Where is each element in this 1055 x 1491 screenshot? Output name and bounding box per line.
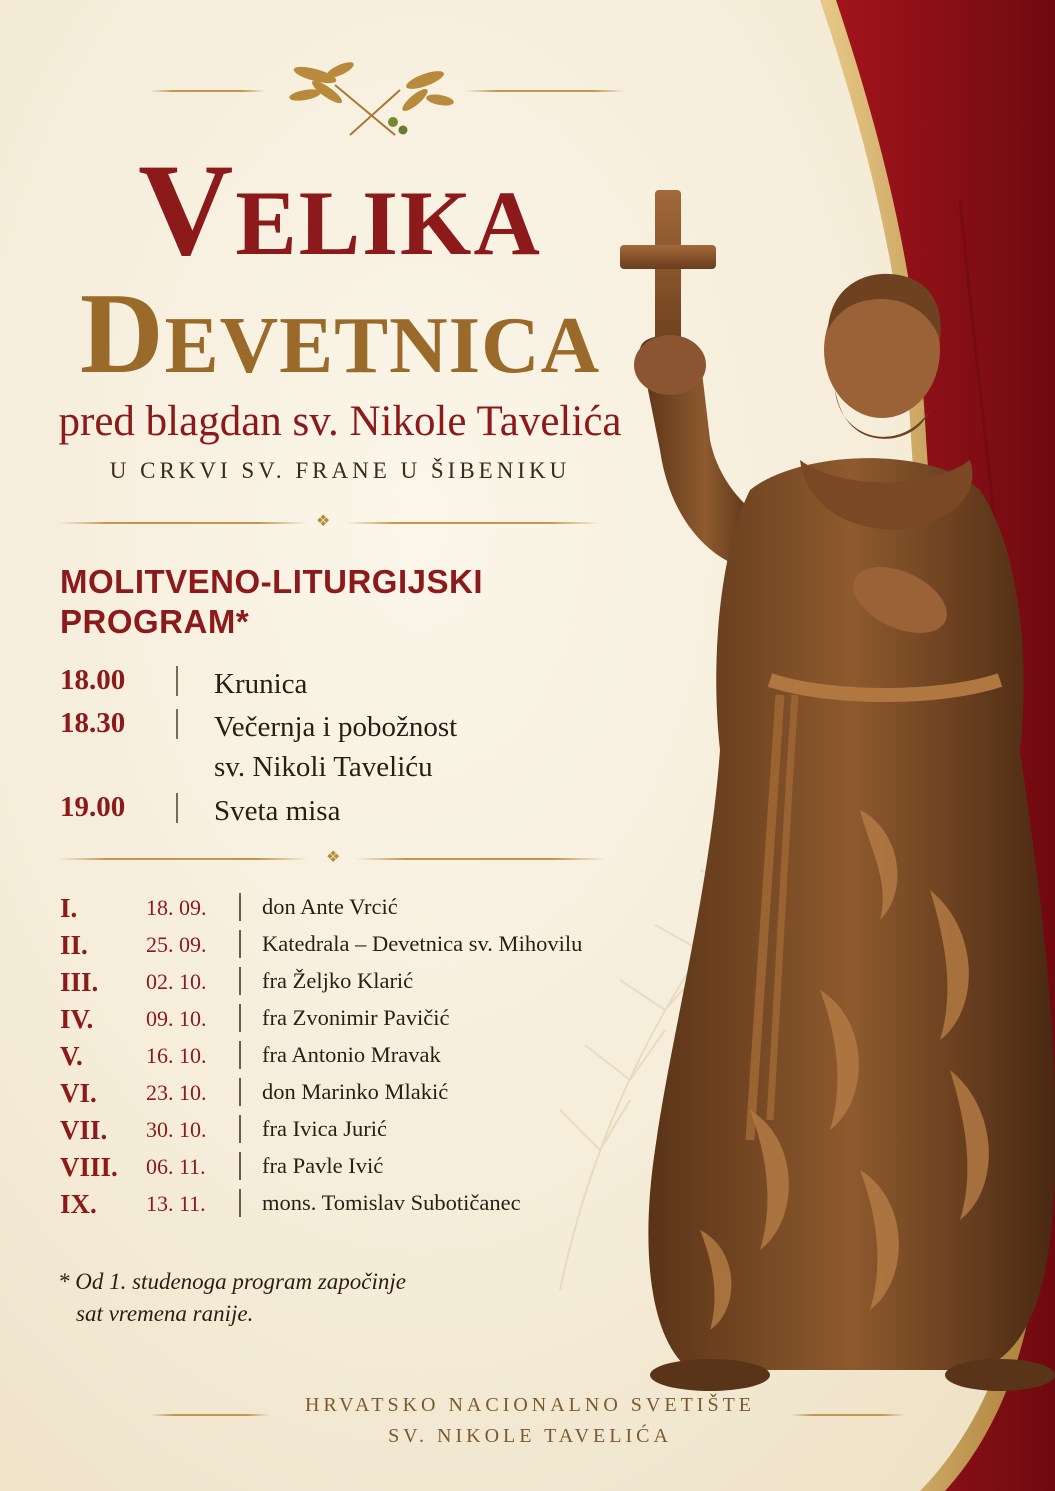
footnote	[58, 1266, 578, 1330]
day-celebrant: fra Pavle Ivić	[262, 1153, 384, 1178]
day-row	[60, 1004, 640, 1040]
day-date: 30. 10.	[146, 1117, 207, 1142]
statue-illustration	[600, 190, 1055, 1400]
ornament-diamond-icon: ❖	[316, 513, 331, 530]
schedule-row	[60, 791, 620, 831]
schedule-separator	[176, 793, 178, 823]
olive-branch-icon	[275, 50, 465, 140]
day-separator	[239, 1189, 241, 1217]
schedule-separator	[176, 666, 178, 696]
day-number: II.	[60, 930, 88, 960]
schedule-activity: Večernja i pobožnost	[214, 711, 458, 743]
day-date: 23. 10.	[146, 1080, 207, 1105]
day-number: V.	[60, 1041, 83, 1071]
day-celebrant: fra Antonio Mravak	[262, 1042, 441, 1067]
schedule-activity: Sveta misa	[214, 795, 341, 827]
day-separator	[239, 1004, 241, 1032]
day-row	[60, 930, 640, 966]
day-separator	[239, 893, 241, 921]
day-number: VI.	[60, 1078, 97, 1108]
day-celebrant: don Ante Vrcić	[262, 894, 398, 919]
schedule-time: 19.00	[60, 791, 126, 823]
day-date: 18. 09.	[146, 895, 207, 920]
footer	[230, 1390, 830, 1452]
day-date: 09. 10.	[146, 1006, 207, 1031]
footnote-line-2: sat vremena ranije.	[76, 1301, 254, 1326]
day-celebrant: fra Zvonimir Pavičić	[262, 1005, 450, 1030]
day-celebrant: don Marinko Mlakić	[262, 1079, 449, 1104]
subtitle: pred blagdan sv. Nikole Tavelića	[58, 398, 622, 445]
schedule-time: 18.00	[60, 664, 126, 696]
day-row	[60, 1152, 640, 1188]
day-celebrant: fra Željko Klarić	[262, 968, 414, 993]
day-number: VIII.	[60, 1152, 118, 1182]
program-heading-line-2: PROGRAM*	[60, 603, 250, 640]
day-separator	[239, 1078, 241, 1106]
top-rule-right	[465, 90, 625, 92]
day-number: I.	[60, 893, 78, 923]
day-date: 25. 09.	[146, 932, 207, 957]
day-number: VII.	[60, 1115, 108, 1145]
schedule-activity-line-2: sv. Nikoli Taveliću	[214, 751, 433, 783]
day-celebrant: fra Ivica Jurić	[262, 1116, 387, 1141]
day-celebrant: mons. Tomislav Subotičanec	[262, 1190, 521, 1215]
schedule-separator	[176, 709, 178, 739]
day-separator	[239, 1041, 241, 1069]
day-separator	[239, 1152, 241, 1180]
program-heading	[60, 562, 620, 642]
schedule-time: 18.30	[60, 707, 126, 739]
day-row	[60, 967, 640, 1003]
divider-left	[58, 858, 308, 860]
footnote-line-1: * Od 1. studenoga program započinje	[58, 1269, 406, 1294]
divider-left	[58, 522, 308, 524]
divider-right	[355, 858, 605, 860]
day-row	[60, 1041, 640, 1077]
schedule-row	[60, 664, 620, 704]
day-celebrant: Katedrala – Devetnica sv. Mihovilu	[262, 931, 583, 956]
footer-line-2: SV. NIKOLE TAVELIĆA	[388, 1425, 672, 1447]
footer-line-1: HRVATSKO NACIONALNO SVETIŠTE	[304, 1394, 756, 1416]
day-date: 06. 11.	[146, 1154, 206, 1179]
day-row	[60, 1189, 640, 1225]
day-row	[60, 1115, 640, 1151]
day-separator	[239, 930, 241, 958]
title-line-2: Devetnica	[79, 270, 601, 398]
location: U CRKVI SV. FRANE U ŠIBENIKU	[109, 458, 571, 483]
day-date: 13. 11.	[146, 1191, 206, 1216]
day-number: III.	[60, 967, 99, 997]
day-number: IV.	[60, 1004, 94, 1034]
day-row	[60, 1078, 640, 1114]
day-separator	[239, 1115, 241, 1143]
ornament-diamond-icon: ❖	[326, 849, 341, 866]
program-heading-line-1: MOLITVENO-LITURGIJSKI	[60, 563, 483, 600]
top-rule-left	[150, 90, 265, 92]
day-separator	[239, 967, 241, 995]
day-row	[60, 893, 640, 929]
day-date: 16. 10.	[146, 1043, 207, 1068]
day-date: 02. 10.	[146, 969, 207, 994]
day-number: IX.	[60, 1189, 97, 1219]
schedule-row	[60, 707, 620, 787]
schedule-activity: Krunica	[214, 668, 308, 700]
title-line-1: Velika	[138, 136, 542, 283]
divider-right	[345, 522, 600, 524]
